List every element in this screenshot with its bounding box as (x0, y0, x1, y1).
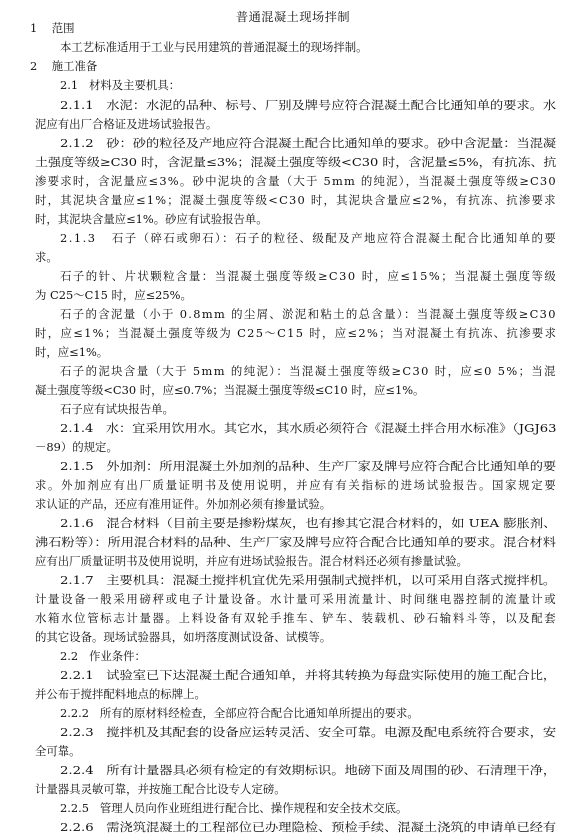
text-line: 2.2.4 所有计量器具必须有检定的有效期标识。地磅下面及周围的砂、石清理干净， (60, 763, 557, 777)
text-line: 石子的泥块含量（大于 5mm 的纯泥）：当混凝土强度等级≥C30 时，应≤0 5%；当混 (60, 364, 557, 378)
text-line: 计量设备一般采用磅秤或电子计量设备。水计量可采用流量计、时间继电器控制的流量计或 (35, 592, 558, 606)
text-line: 时，应≤1%；当混凝土强度等级为 C25～C15 时，应≤2%；当对混凝土有抗冻、抗渗要求 (35, 326, 558, 340)
document-title: 普通混凝土现场拌制 (235, 10, 351, 24)
text-line: 2.2.6 需浇筑混凝土的工程部位已办理隐检、预检手续、混凝土浇筑的申请单已经有 (60, 820, 557, 834)
text-line: 2.1.5 外加剂：所用混凝土外加剂的品种、生产厂家及牌号应符合配合比通知单的要 (60, 459, 557, 473)
text-line: 2 施工准备 (30, 59, 98, 73)
text-line: 本工艺标准适用于工业与民用建筑的普通混凝土的现场拌制。 (60, 40, 368, 54)
text-line: 求。外加剂应有出厂质量证明书及使用说明，并应有有关指标的进场试验报告。国家规定要 (35, 478, 558, 492)
text-line: 求认证的产品，还应有准用证件。外加剂必须有掺量试验。 (35, 497, 332, 511)
text-line: 2.2.5 管理人员向作业班组进行配合比、操作规程和安全技术交底。 (60, 801, 408, 815)
text-line: 1 范围 (30, 21, 75, 35)
text-line: 2.2 作业条件： (60, 649, 146, 663)
text-line: 2.1 材料及主要机具： (60, 78, 181, 92)
text-line: 石子应有试块报告单。 (60, 402, 174, 416)
text-line: 2.2.2 所有的原材料经检查，全部应符合配合比通知单所提出的要求。 (60, 706, 419, 720)
text-line: 求。 (35, 250, 58, 264)
text-line: 泥应有出厂合格证及进场试验报告。 (35, 117, 218, 131)
text-line: 石子的针、片状颗粒含量：当混凝土强度等级≥C30 时，应≤15%；当混凝土强度等级 (60, 269, 558, 283)
text-line: 时，应≤1%。 (35, 345, 109, 359)
text-line: 时，其泥块含量应≤1%；混凝土强度等级<C30 时，其泥块含量应≤2%，有抗冻、抗渗要求 (35, 193, 557, 207)
text-line: 石子的含泥量（小于 0.8mm 的尘屑、淤泥和粘土的总含量）：当混凝土强度等级≥C30 (60, 307, 557, 321)
text-line: 凝土强度等级<C30 时，应≤0.7%；当混凝土强度等级≤C10 时，应≤1%。 (35, 383, 425, 397)
text-line: 时，其泥块含量应≤1%。砂应有试验报告单。 (35, 212, 268, 226)
text-line: 水箱水位管标志计量器。上料设备有双轮手推车、铲车、装载机、砂石输料斗等，以及配套 (35, 611, 558, 625)
text-line: 沸石粉等）：所用混合材料的品种、生产厂家及牌号应符合配合比通知单的要求。混合材料 (35, 535, 556, 549)
text-line: 应有出厂质量证明书及使用说明，并应有进场试验报告。混合材料还必须有掺量试验。 (35, 554, 468, 568)
text-line: 并公布于搅拌配料地点的标牌上。 (35, 687, 206, 701)
text-line: 2.1.1 水泥：水泥的品种、标号、厂别及牌号应符合混凝土配合比通知单的要求。水 (60, 98, 557, 112)
text-line: 2.1.6 混合材料（目前主要是掺粉煤灰，也有掺其它混合材料的，如 UEA 膨胀剂、 (60, 516, 557, 530)
text-line: 2.1.7 主要机具：混凝土搅拌机宜优先采用强制式搅拌机，以可采用自落式搅拌机。 (60, 573, 557, 587)
text-line: －89）的规定。 (35, 440, 118, 454)
text-line: 2.1.3 石子（碎石或卵石）：石子的粒径、级配及产地应符合混凝土配合比通知单的要 (60, 231, 558, 245)
text-line: 为 C25～C15 时，应≤25%。 (35, 288, 192, 302)
text-line: 2.1.2 砂：砂的粒径及产地应符合混凝土配合比通知单的要求。砂中含泥量：当混凝 (60, 136, 557, 150)
text-line: 土强度等级≥C30 时，含泥量≤3%；混凝土强度等级<C30 时，含泥量≤5%，有抗冻、抗 (35, 155, 557, 169)
text-line: 渗要求时，含泥量应≤3%。砂中泥块的含量（大于 5mm 的纯泥），当混凝土强度等级≥C30 (35, 174, 557, 188)
text-line: 计量器具灵敏可靠，并按施工配合比设专人定磅。 (35, 782, 286, 796)
text-line: 全可靠。 (35, 744, 81, 758)
text-line: 2.2.3 搅拌机及其配套的设备应运转灵活、安全可靠。电源及配电系统符合要求，安 (60, 725, 557, 739)
text-line: 的其它设备。现场试验器具，如坍落度测试设备、试模等。 (35, 630, 332, 644)
text-line: 2.2.1 试验室已下达混凝土配合通知单，并将其转换为每盘实际使用的施工配合比， (60, 668, 557, 682)
text-line: 2.1.4 水：宜采用饮用水。其它水，其水质必须符合《混凝土拌合用水标准》（JGJ63 (60, 421, 557, 435)
